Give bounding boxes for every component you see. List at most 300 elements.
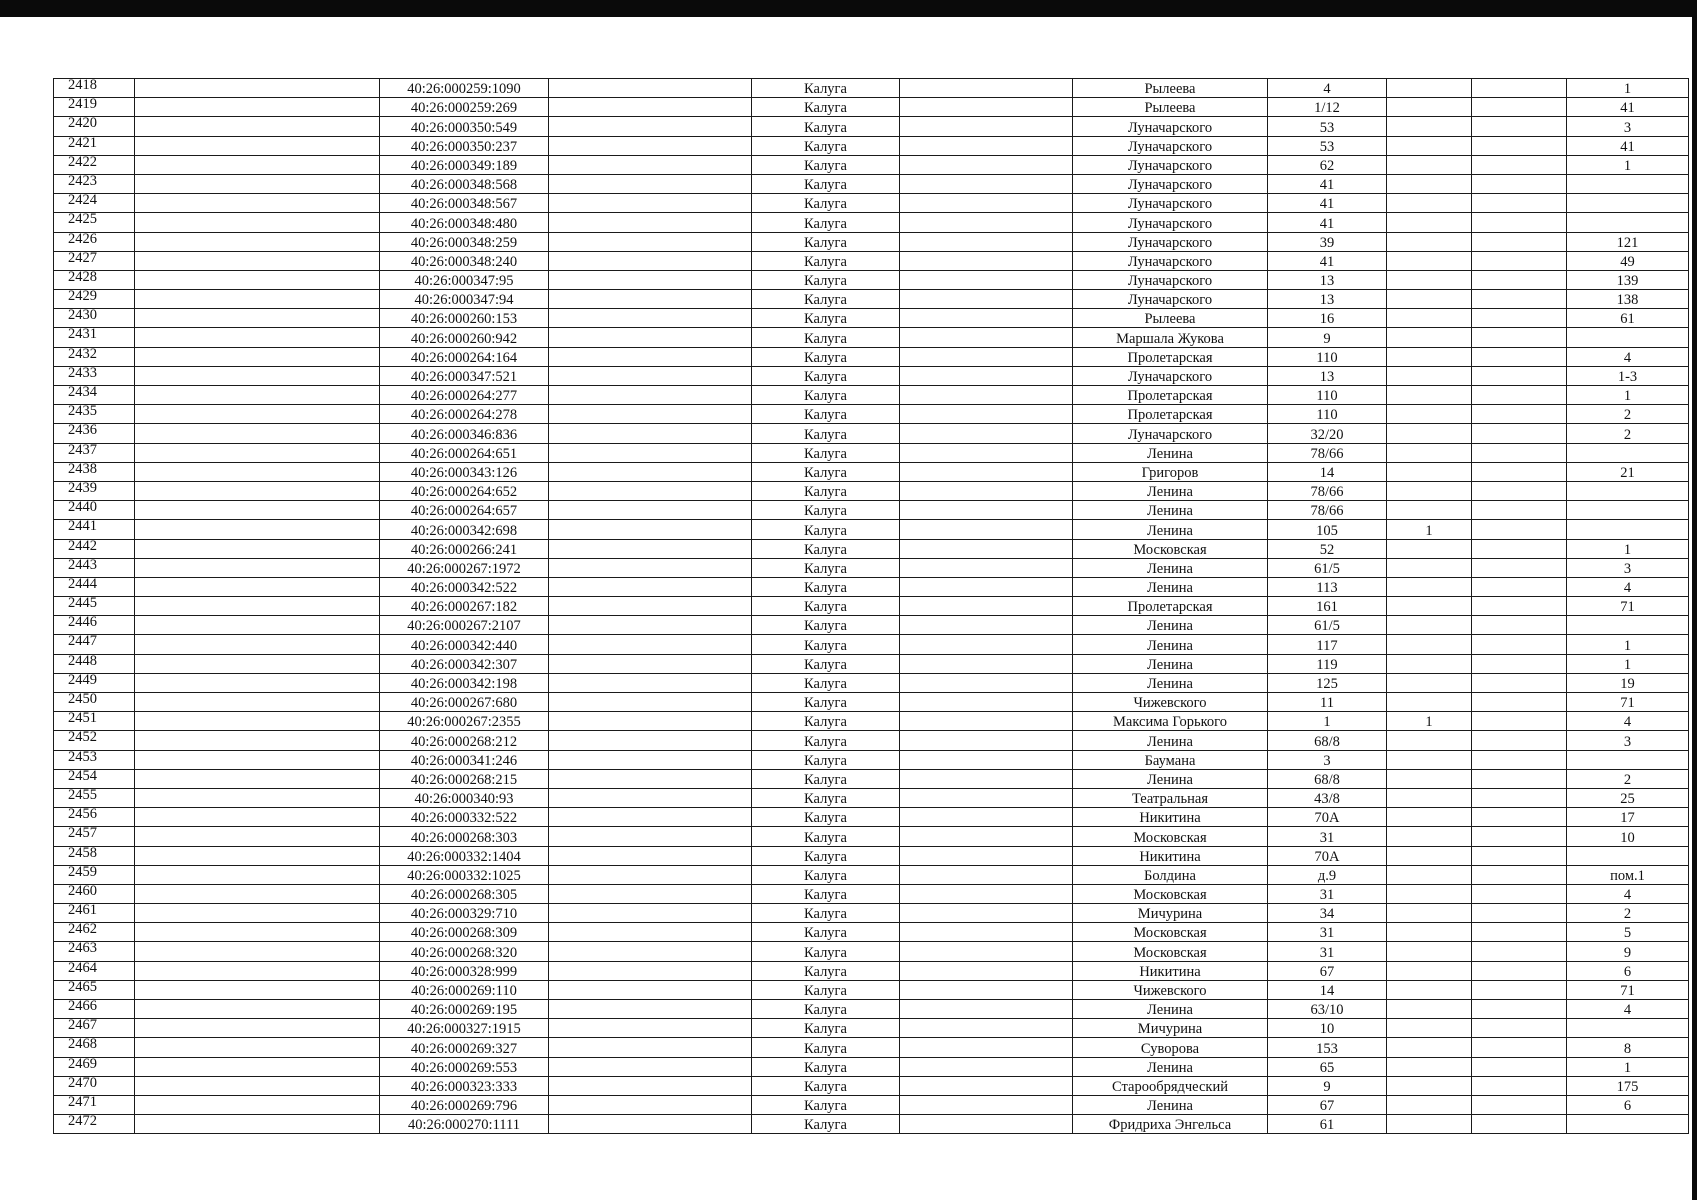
city: Калуга [752, 251, 900, 270]
blank-cell [1472, 309, 1567, 328]
building-number [1387, 136, 1472, 155]
row-number: 2449 [54, 673, 135, 692]
blank-cell [900, 251, 1073, 270]
blank-cell [549, 597, 752, 616]
blank-cell [549, 865, 752, 884]
blank-cell [1472, 808, 1567, 827]
building-number [1387, 942, 1472, 961]
table-row [54, 904, 1689, 923]
cadastral-number: 40:26:000268:305 [380, 884, 549, 903]
blank-cell [549, 270, 752, 289]
blank-cell [1472, 194, 1567, 213]
cadastral-number: 40:26:000328:999 [380, 961, 549, 980]
street: Ленина [1073, 635, 1268, 654]
city: Калуга [752, 1000, 900, 1019]
building-number [1387, 462, 1472, 481]
blank-cell [900, 347, 1073, 366]
apartment-number: 71 [1567, 693, 1689, 712]
cadastral-number: 40:26:000267:1972 [380, 558, 549, 577]
apartment-number: 21 [1567, 462, 1689, 481]
apartment-number: 17 [1567, 808, 1689, 827]
city: Калуга [752, 136, 900, 155]
city: Калуга [752, 79, 900, 98]
apartment-number: 8 [1567, 1038, 1689, 1057]
blank-cell [549, 251, 752, 270]
house-number: 13 [1268, 366, 1387, 385]
row-number: 2455 [54, 788, 135, 807]
blank-cell [900, 174, 1073, 193]
city: Калуга [752, 155, 900, 174]
blank-cell [135, 1076, 380, 1095]
apartment-number: 6 [1567, 1095, 1689, 1114]
blank-cell [1472, 980, 1567, 999]
row-number: 2461 [54, 904, 135, 923]
building-number [1387, 194, 1472, 213]
blank-cell [900, 366, 1073, 385]
building-number [1387, 539, 1472, 558]
house-number: 32/20 [1268, 424, 1387, 443]
row-number: 2466 [54, 1000, 135, 1019]
building-number [1387, 865, 1472, 884]
house-number: 14 [1268, 980, 1387, 999]
cadastral-number: 40:26:000332:522 [380, 808, 549, 827]
row-number: 2445 [54, 597, 135, 616]
table-row [54, 405, 1689, 424]
city: Калуга [752, 808, 900, 827]
table-row [54, 577, 1689, 596]
street: Московская [1073, 923, 1268, 942]
city: Калуга [752, 923, 900, 942]
city: Калуга [752, 1076, 900, 1095]
city: Калуга [752, 597, 900, 616]
cadastral-number: 40:26:000260:942 [380, 328, 549, 347]
row-number: 2450 [54, 693, 135, 712]
table-row [54, 1000, 1689, 1019]
table-row [54, 923, 1689, 942]
blank-cell [900, 750, 1073, 769]
blank-cell [135, 865, 380, 884]
building-number [1387, 366, 1472, 385]
cadastral-number: 40:26:000269:195 [380, 1000, 549, 1019]
street: Болдина [1073, 865, 1268, 884]
scan-top-border [0, 0, 1697, 17]
blank-cell [1472, 366, 1567, 385]
table-row [54, 961, 1689, 980]
apartment-number: 4 [1567, 1000, 1689, 1019]
blank-cell [549, 1038, 752, 1057]
row-number: 2463 [54, 942, 135, 961]
blank-cell [1472, 942, 1567, 961]
street: Луначарского [1073, 174, 1268, 193]
house-number: 34 [1268, 904, 1387, 923]
table-row [54, 136, 1689, 155]
building-number [1387, 501, 1472, 520]
row-number: 2448 [54, 654, 135, 673]
house-number: 110 [1268, 405, 1387, 424]
blank-cell [135, 1038, 380, 1057]
blank-cell [900, 865, 1073, 884]
street: Чижевского [1073, 693, 1268, 712]
house-number: 31 [1268, 827, 1387, 846]
blank-cell [135, 290, 380, 309]
street: Луначарского [1073, 290, 1268, 309]
cadastral-number: 40:26:000268:212 [380, 731, 549, 750]
blank-cell [135, 769, 380, 788]
blank-cell [135, 270, 380, 289]
table-row [54, 808, 1689, 827]
row-number: 2451 [54, 712, 135, 731]
city: Калуга [752, 980, 900, 999]
building-number [1387, 213, 1472, 232]
row-number: 2456 [54, 808, 135, 827]
table-row [54, 558, 1689, 577]
table-row [54, 827, 1689, 846]
street: Луначарского [1073, 251, 1268, 270]
blank-cell [1472, 98, 1567, 117]
blank-cell [135, 481, 380, 500]
blank-cell [1472, 405, 1567, 424]
house-number: 78/66 [1268, 501, 1387, 520]
blank-cell [549, 750, 752, 769]
building-number [1387, 750, 1472, 769]
city: Калуга [752, 904, 900, 923]
row-number: 2439 [54, 481, 135, 500]
city: Калуга [752, 328, 900, 347]
blank-cell [1472, 1019, 1567, 1038]
street: Пролетарская [1073, 405, 1268, 424]
row-number: 2468 [54, 1038, 135, 1057]
blank-cell [1472, 827, 1567, 846]
building-number [1387, 251, 1472, 270]
city: Калуга [752, 577, 900, 596]
row-number: 2434 [54, 386, 135, 405]
apartment-number [1567, 443, 1689, 462]
house-number: 11 [1268, 693, 1387, 712]
city: Калуга [752, 386, 900, 405]
cadastral-number: 40:26:000342:198 [380, 673, 549, 692]
blank-cell [135, 328, 380, 347]
building-number [1387, 232, 1472, 251]
apartment-number [1567, 520, 1689, 539]
cadastral-number: 40:26:000264:277 [380, 386, 549, 405]
building-number [1387, 923, 1472, 942]
blank-cell [900, 1000, 1073, 1019]
apartment-number [1567, 616, 1689, 635]
blank-cell [549, 731, 752, 750]
row-number: 2453 [54, 750, 135, 769]
city: Калуга [752, 117, 900, 136]
blank-cell [135, 136, 380, 155]
table-row [54, 846, 1689, 865]
street: Маршала Жукова [1073, 328, 1268, 347]
blank-cell [1472, 270, 1567, 289]
building-number [1387, 693, 1472, 712]
table-row [54, 635, 1689, 654]
cadastral-number: 40:26:000349:189 [380, 155, 549, 174]
building-number [1387, 635, 1472, 654]
blank-cell [549, 405, 752, 424]
table-row [54, 884, 1689, 903]
cadastral-number: 40:26:000350:549 [380, 117, 549, 136]
cadastral-number: 40:26:000347:521 [380, 366, 549, 385]
blank-cell [549, 386, 752, 405]
blank-cell [900, 309, 1073, 328]
street: Ленина [1073, 673, 1268, 692]
blank-cell [135, 117, 380, 136]
house-number: д.9 [1268, 865, 1387, 884]
row-number: 2423 [54, 174, 135, 193]
apartment-number: 19 [1567, 673, 1689, 692]
blank-cell [1472, 290, 1567, 309]
street: Луначарского [1073, 155, 1268, 174]
street: Старообрядческий [1073, 1076, 1268, 1095]
house-number: 41 [1268, 194, 1387, 213]
street: Ленина [1073, 769, 1268, 788]
cadastral-number: 40:26:000264:657 [380, 501, 549, 520]
row-number: 2420 [54, 117, 135, 136]
blank-cell [1472, 174, 1567, 193]
cadastral-number: 40:26:000347:95 [380, 270, 549, 289]
house-number: 62 [1268, 155, 1387, 174]
table-row [54, 1038, 1689, 1057]
row-number: 2457 [54, 827, 135, 846]
blank-cell [900, 1095, 1073, 1114]
house-number: 70А [1268, 808, 1387, 827]
blank-cell [135, 616, 380, 635]
blank-cell [900, 942, 1073, 961]
city: Калуга [752, 635, 900, 654]
street: Луначарского [1073, 366, 1268, 385]
cadastral-number: 40:26:000264:651 [380, 443, 549, 462]
blank-cell [900, 827, 1073, 846]
blank-cell [135, 424, 380, 443]
blank-cell [135, 309, 380, 328]
blank-cell [549, 194, 752, 213]
table-row [54, 501, 1689, 520]
apartment-number [1567, 750, 1689, 769]
cadastral-number: 40:26:000342:522 [380, 577, 549, 596]
blank-cell [549, 462, 752, 481]
blank-cell [900, 328, 1073, 347]
street: Ленина [1073, 1057, 1268, 1076]
building-number [1387, 961, 1472, 980]
cadastral-number: 40:26:000259:269 [380, 98, 549, 117]
blank-cell [549, 520, 752, 539]
blank-cell [135, 98, 380, 117]
building-number [1387, 1095, 1472, 1114]
cadastral-number: 40:26:000264:652 [380, 481, 549, 500]
row-number: 2435 [54, 405, 135, 424]
building-number [1387, 347, 1472, 366]
blank-cell [1472, 961, 1567, 980]
city: Калуга [752, 194, 900, 213]
row-number: 2433 [54, 366, 135, 385]
apartment-number: 1 [1567, 635, 1689, 654]
street: Ленина [1073, 558, 1268, 577]
table-row [54, 117, 1689, 136]
blank-cell [900, 520, 1073, 539]
blank-cell [900, 769, 1073, 788]
row-number: 2442 [54, 539, 135, 558]
apartment-number: 5 [1567, 923, 1689, 942]
apartment-number: 71 [1567, 980, 1689, 999]
house-number: 53 [1268, 136, 1387, 155]
apartment-number [1567, 174, 1689, 193]
blank-cell [900, 1076, 1073, 1095]
apartment-number: пом.1 [1567, 865, 1689, 884]
blank-cell [135, 462, 380, 481]
city: Калуга [752, 1038, 900, 1057]
house-number: 13 [1268, 290, 1387, 309]
blank-cell [135, 520, 380, 539]
blank-cell [549, 1019, 752, 1038]
blank-cell [135, 443, 380, 462]
blank-cell [549, 942, 752, 961]
table-row [54, 673, 1689, 692]
cadastral-number: 40:26:000264:164 [380, 347, 549, 366]
blank-cell [135, 635, 380, 654]
house-number: 68/8 [1268, 769, 1387, 788]
blank-cell [1472, 443, 1567, 462]
blank-cell [549, 443, 752, 462]
city: Калуга [752, 290, 900, 309]
cadastral-number: 40:26:000268:303 [380, 827, 549, 846]
city: Калуга [752, 1057, 900, 1076]
blank-cell [900, 232, 1073, 251]
table-row [54, 462, 1689, 481]
blank-cell [1472, 501, 1567, 520]
street: Московская [1073, 539, 1268, 558]
city: Калуга [752, 1115, 900, 1134]
table-row [54, 347, 1689, 366]
house-number: 110 [1268, 386, 1387, 405]
building-number [1387, 731, 1472, 750]
blank-cell [1472, 1115, 1567, 1134]
row-number: 2460 [54, 884, 135, 903]
row-number: 2422 [54, 155, 135, 174]
street: Луначарского [1073, 213, 1268, 232]
cadastral-number: 40:26:000346:836 [380, 424, 549, 443]
blank-cell [1472, 597, 1567, 616]
city: Калуга [752, 1019, 900, 1038]
house-number: 4 [1268, 79, 1387, 98]
blank-cell [549, 347, 752, 366]
apartment-number: 10 [1567, 827, 1689, 846]
blank-cell [549, 961, 752, 980]
row-number: 2424 [54, 194, 135, 213]
apartment-number [1567, 1115, 1689, 1134]
city: Калуга [752, 769, 900, 788]
apartment-number [1567, 328, 1689, 347]
blank-cell [135, 577, 380, 596]
city: Калуга [752, 232, 900, 251]
city: Калуга [752, 693, 900, 712]
building-number [1387, 808, 1472, 827]
blank-cell [135, 808, 380, 827]
house-number: 68/8 [1268, 731, 1387, 750]
street: Луначарского [1073, 117, 1268, 136]
blank-cell [1472, 251, 1567, 270]
street: Ленина [1073, 1000, 1268, 1019]
blank-cell [900, 443, 1073, 462]
row-number: 2458 [54, 846, 135, 865]
building-number [1387, 1019, 1472, 1038]
street: Ленина [1073, 1095, 1268, 1114]
cadastral-register-table [53, 78, 1689, 1134]
blank-cell [135, 405, 380, 424]
blank-cell [1472, 693, 1567, 712]
blank-cell [549, 1057, 752, 1076]
cadastral-number: 40:26:000267:182 [380, 597, 549, 616]
city: Калуга [752, 673, 900, 692]
house-number: 41 [1268, 213, 1387, 232]
table-row [54, 693, 1689, 712]
blank-cell [1472, 923, 1567, 942]
house-number: 9 [1268, 328, 1387, 347]
table-row [54, 443, 1689, 462]
row-number: 2418 [54, 79, 135, 98]
apartment-number: 4 [1567, 884, 1689, 903]
blank-cell [900, 424, 1073, 443]
table-row [54, 79, 1689, 98]
street: Баумана [1073, 750, 1268, 769]
blank-cell [1472, 136, 1567, 155]
row-number: 2427 [54, 251, 135, 270]
building-number [1387, 616, 1472, 635]
row-number: 2425 [54, 213, 135, 232]
blank-cell [900, 481, 1073, 500]
blank-cell [900, 194, 1073, 213]
row-number: 2444 [54, 577, 135, 596]
cadastral-number: 40:26:000341:246 [380, 750, 549, 769]
house-number: 67 [1268, 1095, 1387, 1114]
blank-cell [900, 712, 1073, 731]
street: Ленина [1073, 731, 1268, 750]
city: Калуга [752, 884, 900, 903]
house-number: 78/66 [1268, 481, 1387, 500]
city: Калуга [752, 443, 900, 462]
building-number [1387, 1000, 1472, 1019]
apartment-number: 4 [1567, 347, 1689, 366]
street: Рылеева [1073, 98, 1268, 117]
cadastral-number: 40:26:000264:278 [380, 405, 549, 424]
apartment-number [1567, 846, 1689, 865]
blank-cell [549, 1095, 752, 1114]
street: Пролетарская [1073, 347, 1268, 366]
street: Московская [1073, 942, 1268, 961]
building-number [1387, 673, 1472, 692]
building-number [1387, 1038, 1472, 1057]
row-number: 2467 [54, 1019, 135, 1038]
building-number [1387, 270, 1472, 289]
house-number: 113 [1268, 577, 1387, 596]
cadastral-number: 40:26:000348:240 [380, 251, 549, 270]
city: Калуга [752, 309, 900, 328]
blank-cell [135, 386, 380, 405]
apartment-number: 3 [1567, 117, 1689, 136]
table-row [54, 1057, 1689, 1076]
blank-cell [900, 980, 1073, 999]
street: Ленина [1073, 501, 1268, 520]
city: Калуга [752, 616, 900, 635]
blank-cell [1472, 635, 1567, 654]
building-number [1387, 1057, 1472, 1076]
apartment-number: 1-3 [1567, 366, 1689, 385]
city: Калуга [752, 520, 900, 539]
blank-cell [135, 174, 380, 193]
street: Мичурина [1073, 1019, 1268, 1038]
table-row [54, 769, 1689, 788]
